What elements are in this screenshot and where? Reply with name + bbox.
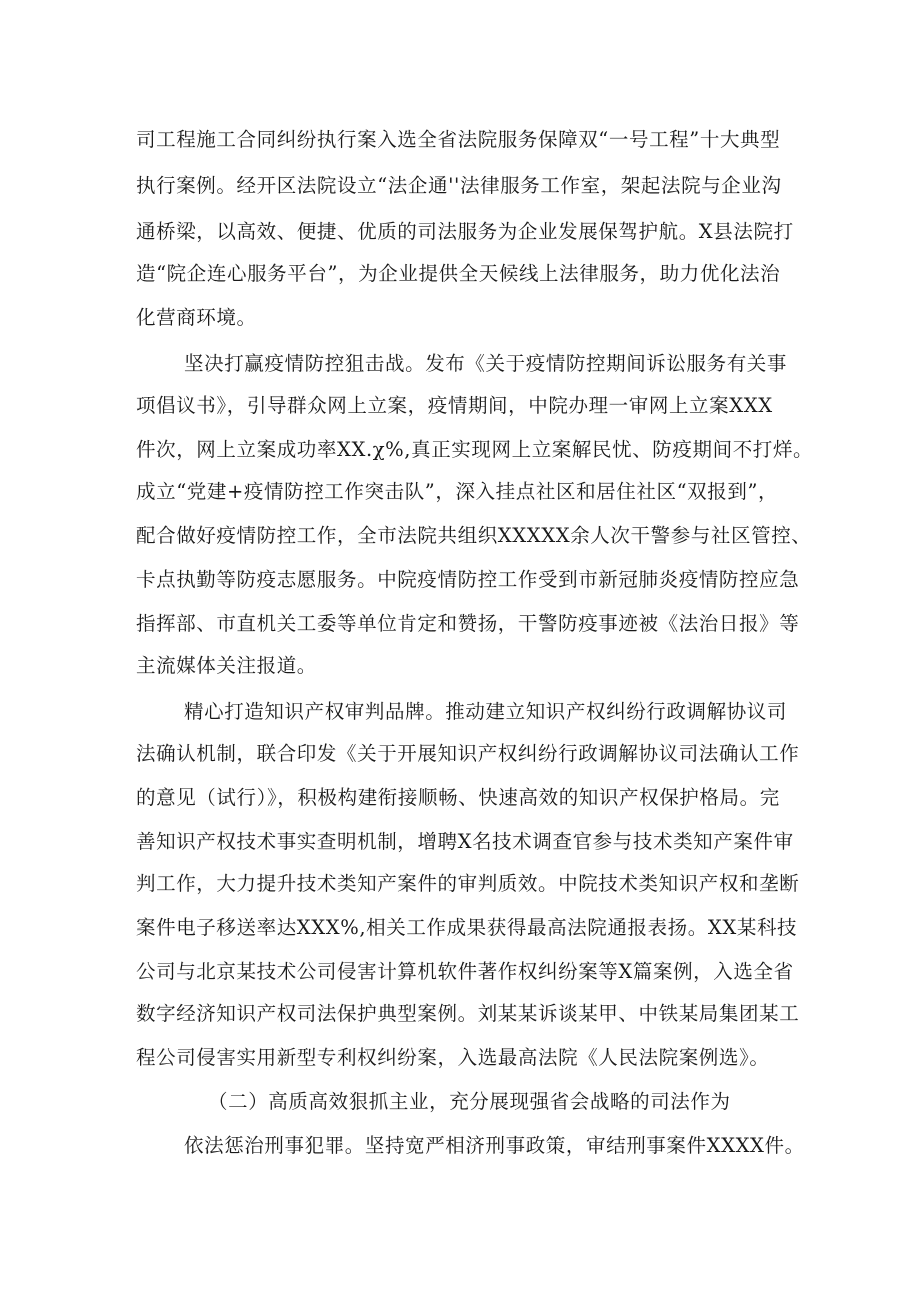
body-text-line: 主流媒体关注报道。 [136, 654, 317, 677]
body-text-line: 件次，网上立案成功率XX.χ%,真正实现网上立案解民忧、防疫期间不打烊。 [136, 438, 814, 461]
paragraph-start-line: 精心打造知识产权审判品牌。推动建立知识产权纠纷行政调解协议司 [184, 700, 788, 723]
body-text-line: 数字经济知识产权司法保护典型案例。刘某某诉谈某甲、中铁某局集团某工 [136, 1002, 800, 1025]
body-text-line: 通桥梁，以高效、便捷、优质的司法服务为企业发展保驾护航。X县法院打 [136, 220, 794, 243]
body-text-line: 善知识产权技术事实查明机制，增聘X名技术调查官参与技术类知产案件审 [136, 830, 794, 853]
body-text-line: 卡点执勤等防疫志愿服务。中院疫情防控工作受到市新冠肺炎疫情防控应急 [136, 568, 800, 591]
body-text-line: 造“院企连心服务平台”，为企业提供全天候线上法律服务，助力优化法治 [136, 262, 781, 285]
body-text-line: 指挥部、市直机关工委等单位肯定和赞扬，干警防疫事迹被《法治日报》等 [136, 612, 800, 635]
body-text-line: 司工程施工合同纠纷执行案入选全省法院服务保障双“一号工程”十大典型 [136, 128, 781, 151]
body-text-line: 案件电子移送率达XXX%,相关工作成果获得最高法院通报表扬。XX某科技 [136, 916, 798, 939]
body-text-line: 程公司侵害实用新型专利权纠纷案，入选最高法院《人民法院案例选》。 [136, 1046, 770, 1069]
body-text-line: 配合做好疫情防控工作，全市法院共组织XXXXX余人次干警参与社区管控、 [136, 524, 812, 547]
body-text-line: 公司与北京某技术公司侵害计算机软件著作权纠纷案等X篇案例，入选全省 [136, 960, 794, 983]
body-text-line: 判工作，大力提升技术类知产案件的审判质效。中院技术类知识产权和垄断 [136, 872, 800, 895]
body-text-line: 化营商环境。 [136, 306, 257, 329]
body-text-line: 成立“党建+疫情防控工作突击队”，深入挂点社区和居住社区“双报到”， [136, 480, 779, 503]
body-text-line: 的意见（试行）》，积极构建衔接顺畅、快速高效的知识产权保护格局。完 [136, 786, 780, 809]
paragraph-start-line: 坚决打赢疫情防控狙击战。发布《关于疫情防控期间诉讼服务有关事 [184, 352, 788, 375]
body-text-line: 执行案例。经开区法院设立“法企通''法律服务工作室，架起法院与企业沟 [136, 174, 782, 197]
body-text-line: 项倡议书》，引导群众网上立案，疫情期间，中院办理一审网上立案XXX [136, 394, 773, 417]
body-text-line: 法确认机制，联合印发《关于开展知识产权纠纷行政调解协议司法确认工作 [136, 742, 800, 765]
section-heading: （二）高质高效狠抓主业，充分展现强省会战略的司法作为 [208, 1090, 731, 1113]
paragraph-start-line: 依法惩治刑事犯罪。坚持宽严相济刑事政策，审结刑事案件XXXX件。 [184, 1134, 805, 1157]
